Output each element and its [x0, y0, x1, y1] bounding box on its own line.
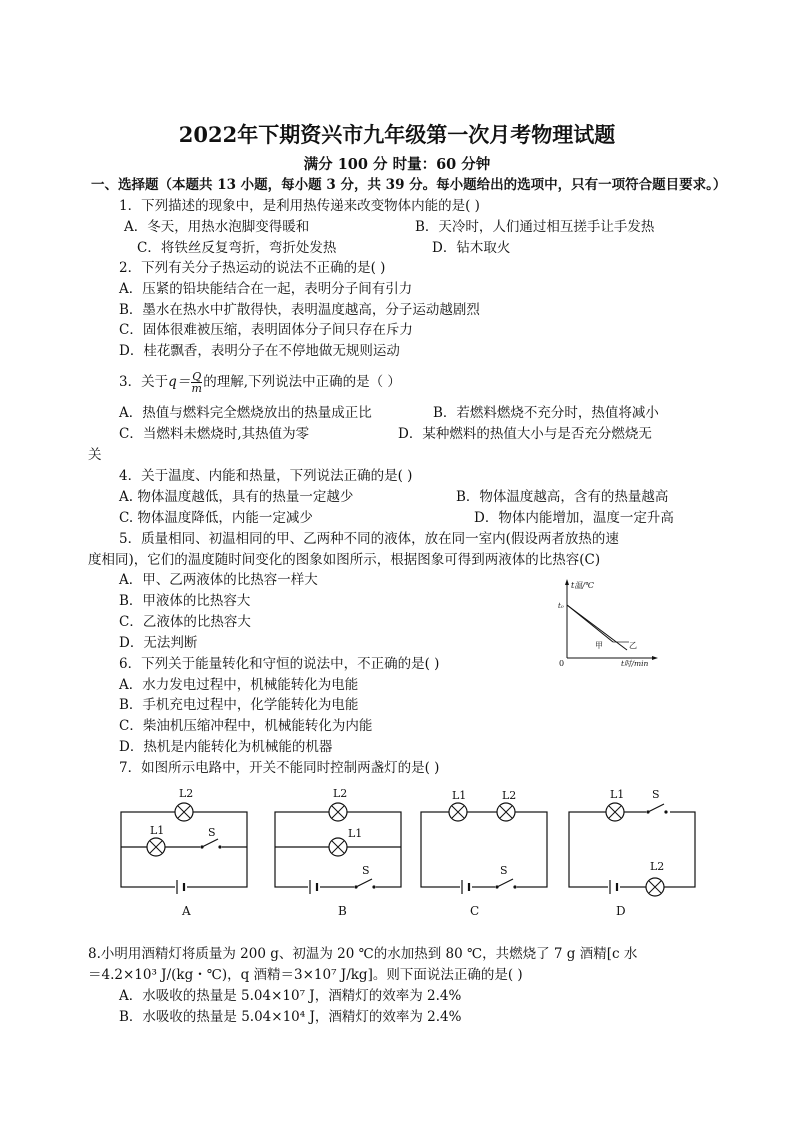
- q2-option-b: B．墨水在热水中扩散得快，表明温度越高，分子运动越剧烈: [119, 302, 480, 318]
- q2-option-c: C．固体很难被压缩，表明固体分子间只存在斥力: [119, 322, 413, 338]
- circuit-c-l2-label: L2: [502, 789, 517, 802]
- q4-stem: 4．关于温度、内能和热量，下列说法正确的是( ): [119, 468, 413, 484]
- graph-origin-label: 0: [559, 659, 565, 668]
- circuit-c-s-label: S: [500, 864, 508, 877]
- q1-option-c: C．将铁丝反复弯折，弯折处发热: [137, 240, 337, 256]
- circuit-d-s-label: S: [652, 788, 660, 801]
- graph-yi-label: 乙: [629, 641, 637, 650]
- q3-option-d: D．某种燃料的热值大小与是否充分燃烧无: [398, 426, 652, 442]
- q5-stem-line1: 5．质量相同、初温相同的甲、乙两种不同的液体，放在同一室内(假设两者放热的速: [119, 531, 619, 547]
- q5-option-b: B．甲液体的比热容大: [119, 593, 251, 609]
- q1-option-a: A．冬天，用热水泡脚变得暖和: [124, 219, 310, 235]
- q6-option-c: C．柴油机压缩冲程中，机械能转化为内能: [119, 718, 373, 734]
- circuit-c-caption: C: [470, 904, 480, 917]
- q3-formula-lhs: q＝: [168, 374, 191, 390]
- q8-option-a: A．水吸收的热量是 5.04×10⁷ J，酒精灯的效率为 2.4%: [119, 988, 462, 1004]
- circuit-b: [266, 782, 411, 917]
- q3-option-a: A．热值与燃料完全燃烧放出的热量成正比: [119, 405, 372, 421]
- q3-formula-fraction: [191, 371, 202, 394]
- q3-stem: [119, 371, 401, 394]
- q2-option-d: D．桂花飘香，表明分子在不停地做无规则运动: [119, 343, 400, 359]
- circuit-d-l1-label: L1: [610, 788, 625, 801]
- q4-option-d: D．物体内能增加，温度一定升高: [474, 510, 674, 526]
- section-heading: 一、选择题（本题共 13 小题，每小题 3 分，共 39 分。每小题给出的选项中，只有一项符合题目要求。）: [91, 177, 727, 193]
- q5-option-c: C．乙液体的比热容大: [119, 614, 251, 630]
- q6-option-d: D．热机是内能转化为机械能的机器: [119, 739, 333, 755]
- circuit-d: [560, 782, 705, 917]
- q6-stem: 6．下列关于能量转化和守恒的说法中，不正确的是( ): [119, 656, 440, 672]
- q2-stem: 2．下列有关分子热运动的说法不正确的是( ): [119, 260, 386, 276]
- q5-temperature-graph: [555, 578, 660, 668]
- circuit-c-l1-label: L1: [452, 789, 467, 802]
- q2-option-a: A．压紧的铅块能结合在一起，表明分子间有引力: [119, 281, 413, 297]
- q1-stem: 1．下列描述的现象中，是利用热传递来改变物体内能的是( ): [119, 198, 480, 214]
- q6-option-a: A．水力发电过程中，机械能转化为电能: [119, 677, 359, 693]
- q7-stem: 7．如图所示电路中，开关不能同时控制两盏灯的是( ): [119, 760, 440, 776]
- circuit-b-s-label: S: [362, 864, 370, 877]
- circuit-a-caption: A: [182, 904, 191, 917]
- q3-stem-pre: 3．关于: [119, 374, 169, 390]
- circuit-d-caption: D: [616, 904, 626, 917]
- q6-option-b: B．手机充电过程中，化学能转化为电能: [119, 697, 359, 713]
- curve-jia: [567, 605, 613, 642]
- circuit-b-l1-label: L1: [348, 827, 363, 840]
- circuit-a-l2-label: L2: [179, 787, 194, 800]
- q4-option-b: B．物体温度越高，含有的热量越高: [456, 489, 669, 505]
- circuit-a-s-label: S: [208, 826, 216, 839]
- circuit-a: [112, 782, 257, 917]
- circuit-b-caption: B: [338, 904, 347, 917]
- graph-y-label: t温/℃: [571, 581, 594, 590]
- q3-stem-post: 的理解,下列说法中正确的是（ ）: [203, 374, 401, 390]
- q3-formula-denominator: m: [191, 382, 202, 395]
- q8-stem-line1: 8.小明用酒精灯将质量为 200 g、初温为 20 ℃的水加热到 80 ℃，共燃烧了 7 g 酒精[c 水: [88, 946, 638, 962]
- graph-jia-label: 甲: [595, 641, 603, 650]
- q3-option-b: B．若燃料燃烧不充分时，热值将减小: [433, 405, 659, 421]
- q3-option-d-cont: 关: [88, 447, 102, 463]
- q1-option-b: B．天冷时，人们通过相互搓手让手发热: [415, 219, 655, 235]
- q4-option-c: C. 物体温度降低，内能一定减少: [119, 510, 313, 526]
- q8-stem-line2: ＝4.2×10³ J/(kg・℃)，q 酒精＝3×10⁷ J/kg]。则下面说法正确的是( ): [88, 967, 523, 983]
- graph-x-label: t时/min: [621, 659, 649, 668]
- exam-subtitle: 满分 100 分 时量：60 分钟: [303, 156, 491, 173]
- exam-title: 2022年下期资兴市九年级第一次月考物理试题: [178, 122, 616, 147]
- circuit-d-l2-label: L2: [650, 860, 665, 873]
- q3-formula-numerator: Q: [192, 370, 202, 383]
- q1-option-d: D．钻木取火: [432, 240, 511, 256]
- q5-option-a: A．甲、乙两液体的比热容一样大: [119, 572, 318, 588]
- circuit-b-l2-label: L2: [333, 787, 348, 800]
- q5-stem-line2: 度相同)，它们的温度随时间变化的图象如图所示，根据图象可得到两液体的比热容(C): [88, 552, 601, 568]
- q3-option-c: C．当燃料未燃烧时,其热值为零: [119, 426, 310, 442]
- q5-option-d: D．无法判断: [119, 635, 198, 651]
- q8-option-b: B．水吸收的热量是 5.04×10⁴ J，酒精灯的效率为 2.4%: [119, 1009, 462, 1025]
- q4-option-a: A. 物体温度越低，具有的热量一定越少: [119, 489, 354, 505]
- graph-t0-label: t₀: [558, 602, 564, 610]
- circuit-a-l1-label: L1: [150, 824, 165, 837]
- circuit-c: [412, 782, 557, 917]
